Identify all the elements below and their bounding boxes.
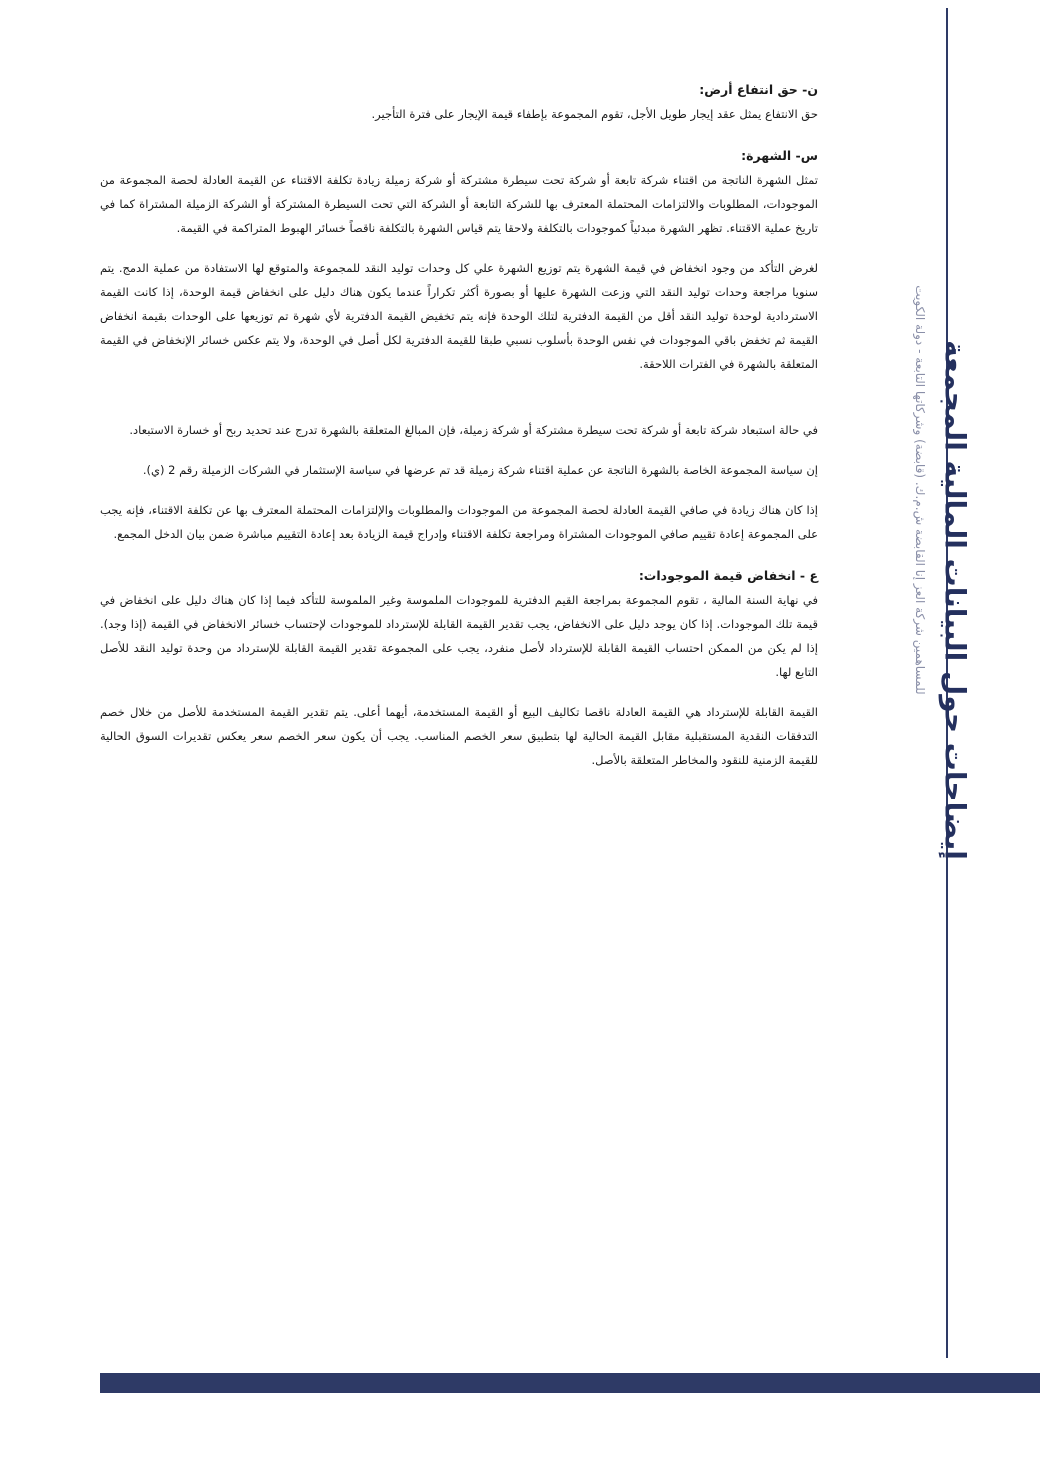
section-usufruct: [100, 78, 818, 126]
section-goodwill: [100, 144, 818, 546]
footer-bar: [100, 1373, 1040, 1393]
paragraph: إذا كان هناك زيادة في صافي القيمة العادلة لحصة المجموعة من الموجودات والمطلوبات والإلتزامات المحتملة المعترف بها عن تكلفة الاقتناء، فإنه يجب على المجموعة إعادة تقييم صافي الموجودات المشتراة ومراجعة تكلفة الاقتناء وإدراج قيمة الزيادة بعد إعادة التقييم مباشرة ضمن بيان الدخل المجمع.: [100, 503, 818, 541]
paragraph: القيمة القابلة للإسترداد هي القيمة العادلة ناقصا تكاليف البيع أو القيمة المستخدمة، أيهما أعلى. يتم تقدير القيمة المستخدمة للأصل من خلال خصم التدفقات النقدية المستقبلية مقابل القيمة الحالية لها بتطبيق سعر الخصم المناسب. يجب أن يكون سعر الخصم سعر يعكس تقديرات السوق الحالية للقيمة الزمنية للنقود والمخاطر المتعلقة بالأصل.: [100, 705, 818, 767]
paragraph: في نهاية السنة المالية ، تقوم المجموعة بمراجعة القيم الدفترية للموجودات الملموسة وغير الملموسة للتأكد فيما إذا كان هناك دليل على انخفاض في قيمة تلك الموجودات. إذا كان يوجد دليل على الانخفاض، يجب تقدير القيمة القابلة للإسترداد للموجودات لإحتساب خسائر الانخفاض في القيمة (إذا وجد). إذا لم يكن من الممكن احتساب القيمة القابلة للإسترداد لأصل منفرد، يجب على المجموعة تقدير القيمة القابلة للإسترداد من وحدة توليد النقد للأصل التابع لها.: [100, 593, 818, 679]
main-content: [100, 78, 818, 772]
paragraph: في حالة استبعاد شركة تابعة أو شركة تحت سيطرة مشتركة أو شركة زميلة، فإن المبالغ المتعلقة بالشهرة تدرج عند تحديد ربح أو خسارة الاستبعاد.: [129, 423, 818, 437]
paragraph: تمثل الشهرة الناتجة من اقتناء شركة تابعة أو شركة تحت سيطرة مشتركة أو شركة زميلة زيادة تكلفة الاقتناء عن القيمة العادلة لحصة المجموعة من الموجودات، المطلوبات والالتزامات المحتملة المعترف بها للشركة التابعة أو الشركة التي تحت السيطرة المشتركة أو الشركة الزميلة المشتراة كما في تاريخ عملية الاقتناء. تظهر الشهرة مبدئياً كموجودات بالتكلفة ولاحقا يتم قياس الشهرة بالتكلفة ناقصاً خسائر الهبوط المتراكمة في القيمة.: [100, 173, 818, 235]
paragraph: لغرض التأكد من وجود انخفاض في قيمة الشهرة يتم توزيع الشهرة علي كل وحدات توليد النقد للمجموعة والمتوقع لها الاستفادة من عملية الدمج. يتم سنويا مراجعة وحدات توليد النقد التي وزعت الشهرة عليها أو بصورة أكثر تكراراً عندما يكون هناك دليل على انخفاض قيمة الوحدة، إذا كانت القيمة الاستردادية لوحدة توليد النقد أقل من القيمة الدفترية لتلك الوحدة فإنه يتم تخفيض القيمة الدفترية لأي شهرة تم توزيعها على الوحدات بقيمة انخفاض القيمة ثم تخفض باقي الموجودات في نفس الوحدة بأسلوب نسبي طبقا للقيمة الدفترية لكل أصل في الوحدة، ولا يتم عكس خسائر الإنخفاض في القيمة المتعلقة بالشهرة في الفترات اللاحقة.: [100, 261, 818, 371]
section-heading-impairment: ع - انخفاض قيمة الموجودات:: [638, 568, 818, 583]
paragraph: إن سياسة المجموعة الخاصة بالشهرة الناتجة عن عملية اقتناء شركة زميلة قد تم عرضها في سياسة الإستثمار في الشركات الزميلة رقم 2 (ي).: [142, 463, 818, 477]
paragraph: حق الانتفاع يمثل عقد إيجار طويل الأجل، تقوم المجموعة بإطفاء قيمة الإيجار على فترة التأجير.: [371, 107, 818, 121]
sidebar-subtitle: للمساهمين شركة العز إنا القابضة ش.م.ك. (قابضة) وشركاتها التابعة - دولة الكويت: [913, 285, 927, 695]
section-heading-usufruct: ن- حق انتفاع أرض:: [699, 82, 818, 97]
sidebar-subtitle-block: [905, 285, 935, 695]
section-heading-goodwill: س- الشهرة:: [741, 148, 818, 163]
sidebar-title: إيضاحات حول البيانات المالية المجمعة: [938, 340, 972, 860]
sidebar-title-block: [930, 340, 980, 860]
section-impairment: [100, 564, 818, 772]
